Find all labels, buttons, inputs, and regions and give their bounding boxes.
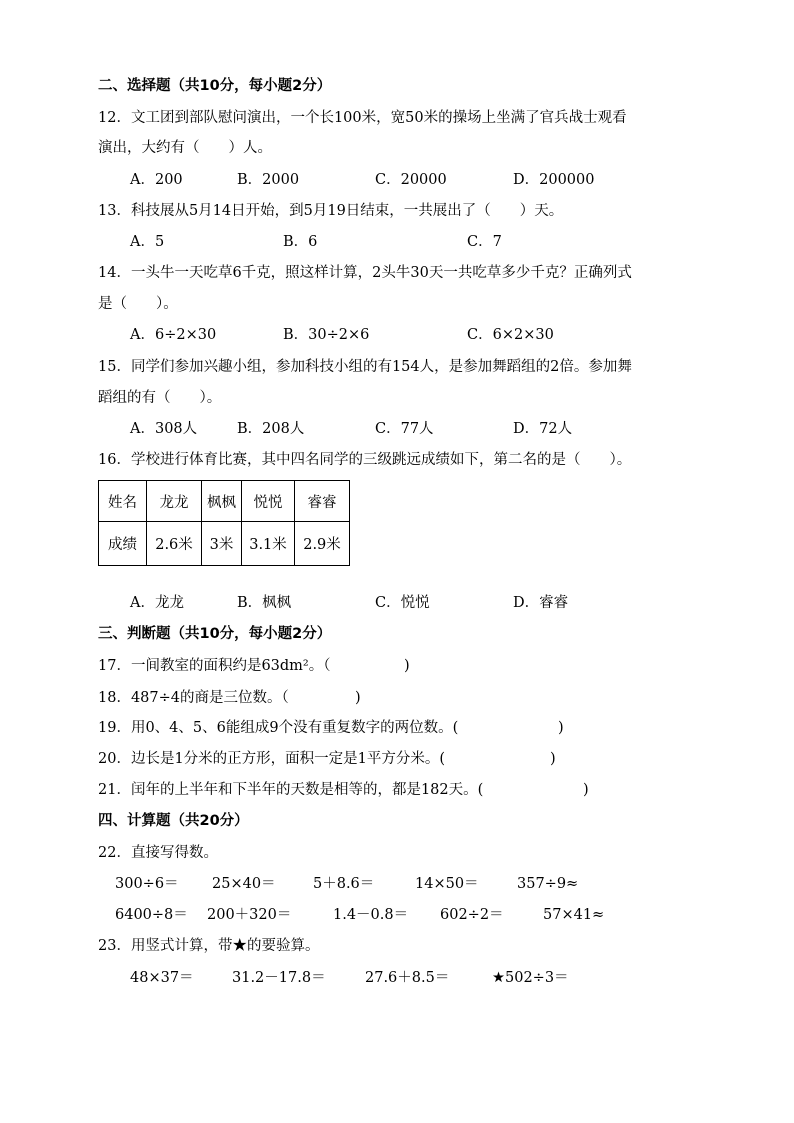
q14-line1: 14．一头牛一天吃草6千克，照这样计算，2头牛30天一共吃草多少千克？正确列式 — [98, 265, 632, 281]
q14-option-a: A．6÷2×30 — [130, 327, 217, 343]
table-cell: 2.6米 — [147, 522, 202, 566]
q23-item: 31.2－17.8＝ — [232, 970, 326, 986]
q12-option-a: A．200 — [130, 172, 183, 188]
q21-text: 21．闰年的上半年和下半年的天数是相等的，都是182天。( — [98, 782, 484, 798]
q23-title: 23．用竖式计算，带★的要验算。 — [98, 938, 320, 954]
q23-item: 48×37＝ — [130, 970, 194, 986]
q17-text: 17．一间教室的面积约是63dm²。（ — [98, 658, 331, 674]
q20-answer-close: ) — [550, 751, 556, 767]
q12-option-c: C．20000 — [375, 172, 447, 188]
q22-item: 5＋8.6＝ — [313, 876, 375, 892]
q22-item: 1.4－0.8＝ — [333, 907, 409, 923]
q17-answer-close: ) — [404, 658, 410, 674]
q16-option-a: A．龙龙 — [130, 595, 184, 611]
q12-line2: 演出，大约有（ ）人。 — [98, 140, 272, 156]
q18-text: 18．487÷4的商是三位数。（ — [98, 690, 289, 706]
q22-item: 57×41≈ — [543, 907, 605, 923]
table-cell: 枫枫 — [202, 481, 242, 522]
table-row — [99, 522, 350, 566]
q15-option-c: C．77人 — [375, 421, 434, 437]
q23-item: ★502÷3＝ — [492, 970, 569, 986]
table-cell: 悦悦 — [242, 481, 295, 522]
table-cell: 成绩 — [99, 522, 147, 566]
table-cell: 龙龙 — [147, 481, 202, 522]
q14-line2: 是（ ）。 — [98, 296, 178, 312]
q13-option-a: A．5 — [130, 234, 165, 250]
q12-option-d: D．200000 — [513, 172, 595, 188]
q15-option-d: D．72人 — [513, 421, 573, 437]
q23-item: 27.6＋8.5＝ — [365, 970, 450, 986]
table-cell: 睿睿 — [295, 481, 350, 522]
q16-option-c: C．悦悦 — [375, 595, 430, 611]
q22-item: 200＋320＝ — [207, 907, 292, 923]
q14-option-b: B．30÷2×6 — [283, 327, 370, 343]
q22-title: 22．直接写得数。 — [98, 845, 218, 861]
q13-option-c: C．7 — [467, 234, 502, 250]
section-3-header: 三、判断题（共10分，每小题2分） — [98, 626, 332, 642]
q15-line2: 蹈组的有（ ）。 — [98, 390, 222, 406]
q18-answer-close: ) — [355, 690, 361, 706]
q22-item: 357÷9≈ — [517, 876, 579, 892]
q12-line1: 12．文工团到部队慰问演出，一个长100米，宽50米的操场上坐满了官兵战士观看 — [98, 110, 627, 126]
q15-option-b: B．208人 — [237, 421, 305, 437]
q20-text: 20．边长是1分米的正方形，面积一定是1平方分米。( — [98, 751, 446, 767]
q12-option-b: B．2000 — [237, 172, 300, 188]
q22-item: 6400÷8＝ — [115, 907, 188, 923]
q16-option-d: D．睿睿 — [513, 595, 569, 611]
q13-line1: 13．科技展从5月14日开始，到5月19日结束，一共展出了（ ）天。 — [98, 203, 564, 219]
q22-item: 14×50＝ — [415, 876, 479, 892]
q16-option-b: B．枫枫 — [237, 595, 292, 611]
table-cell: 姓名 — [99, 481, 147, 522]
section-2-header: 二、选择题（共10分，每小题2分） — [98, 78, 332, 94]
q22-item: 300÷6＝ — [115, 876, 179, 892]
table-row — [99, 481, 350, 522]
table-cell: 2.9米 — [295, 522, 350, 566]
q19-text: 19．用0、4、5、6能组成9个没有重复数字的两位数。( — [98, 720, 459, 736]
q22-item: 602÷2＝ — [440, 907, 504, 923]
table-cell: 3.1米 — [242, 522, 295, 566]
section-4-header: 四、计算题（共20分） — [98, 813, 249, 829]
q15-option-a: A．308人 — [130, 421, 198, 437]
q19-answer-close: ) — [558, 720, 564, 736]
q15-line1: 15．同学们参加兴趣小组，参加科技小组的有154人，是参加舞蹈组的2倍。参加舞 — [98, 359, 632, 375]
q16-line1: 16．学校进行体育比赛，其中四名同学的三级跳远成绩如下，第二名的是（ ）。 — [98, 452, 632, 468]
q14-option-c: C．6×2×30 — [467, 327, 554, 343]
table-cell: 3米 — [202, 522, 242, 566]
q21-answer-close: ) — [583, 782, 589, 798]
q13-option-b: B．6 — [283, 234, 318, 250]
q22-item: 25×40＝ — [212, 876, 276, 892]
long-jump-score-table — [98, 480, 350, 566]
